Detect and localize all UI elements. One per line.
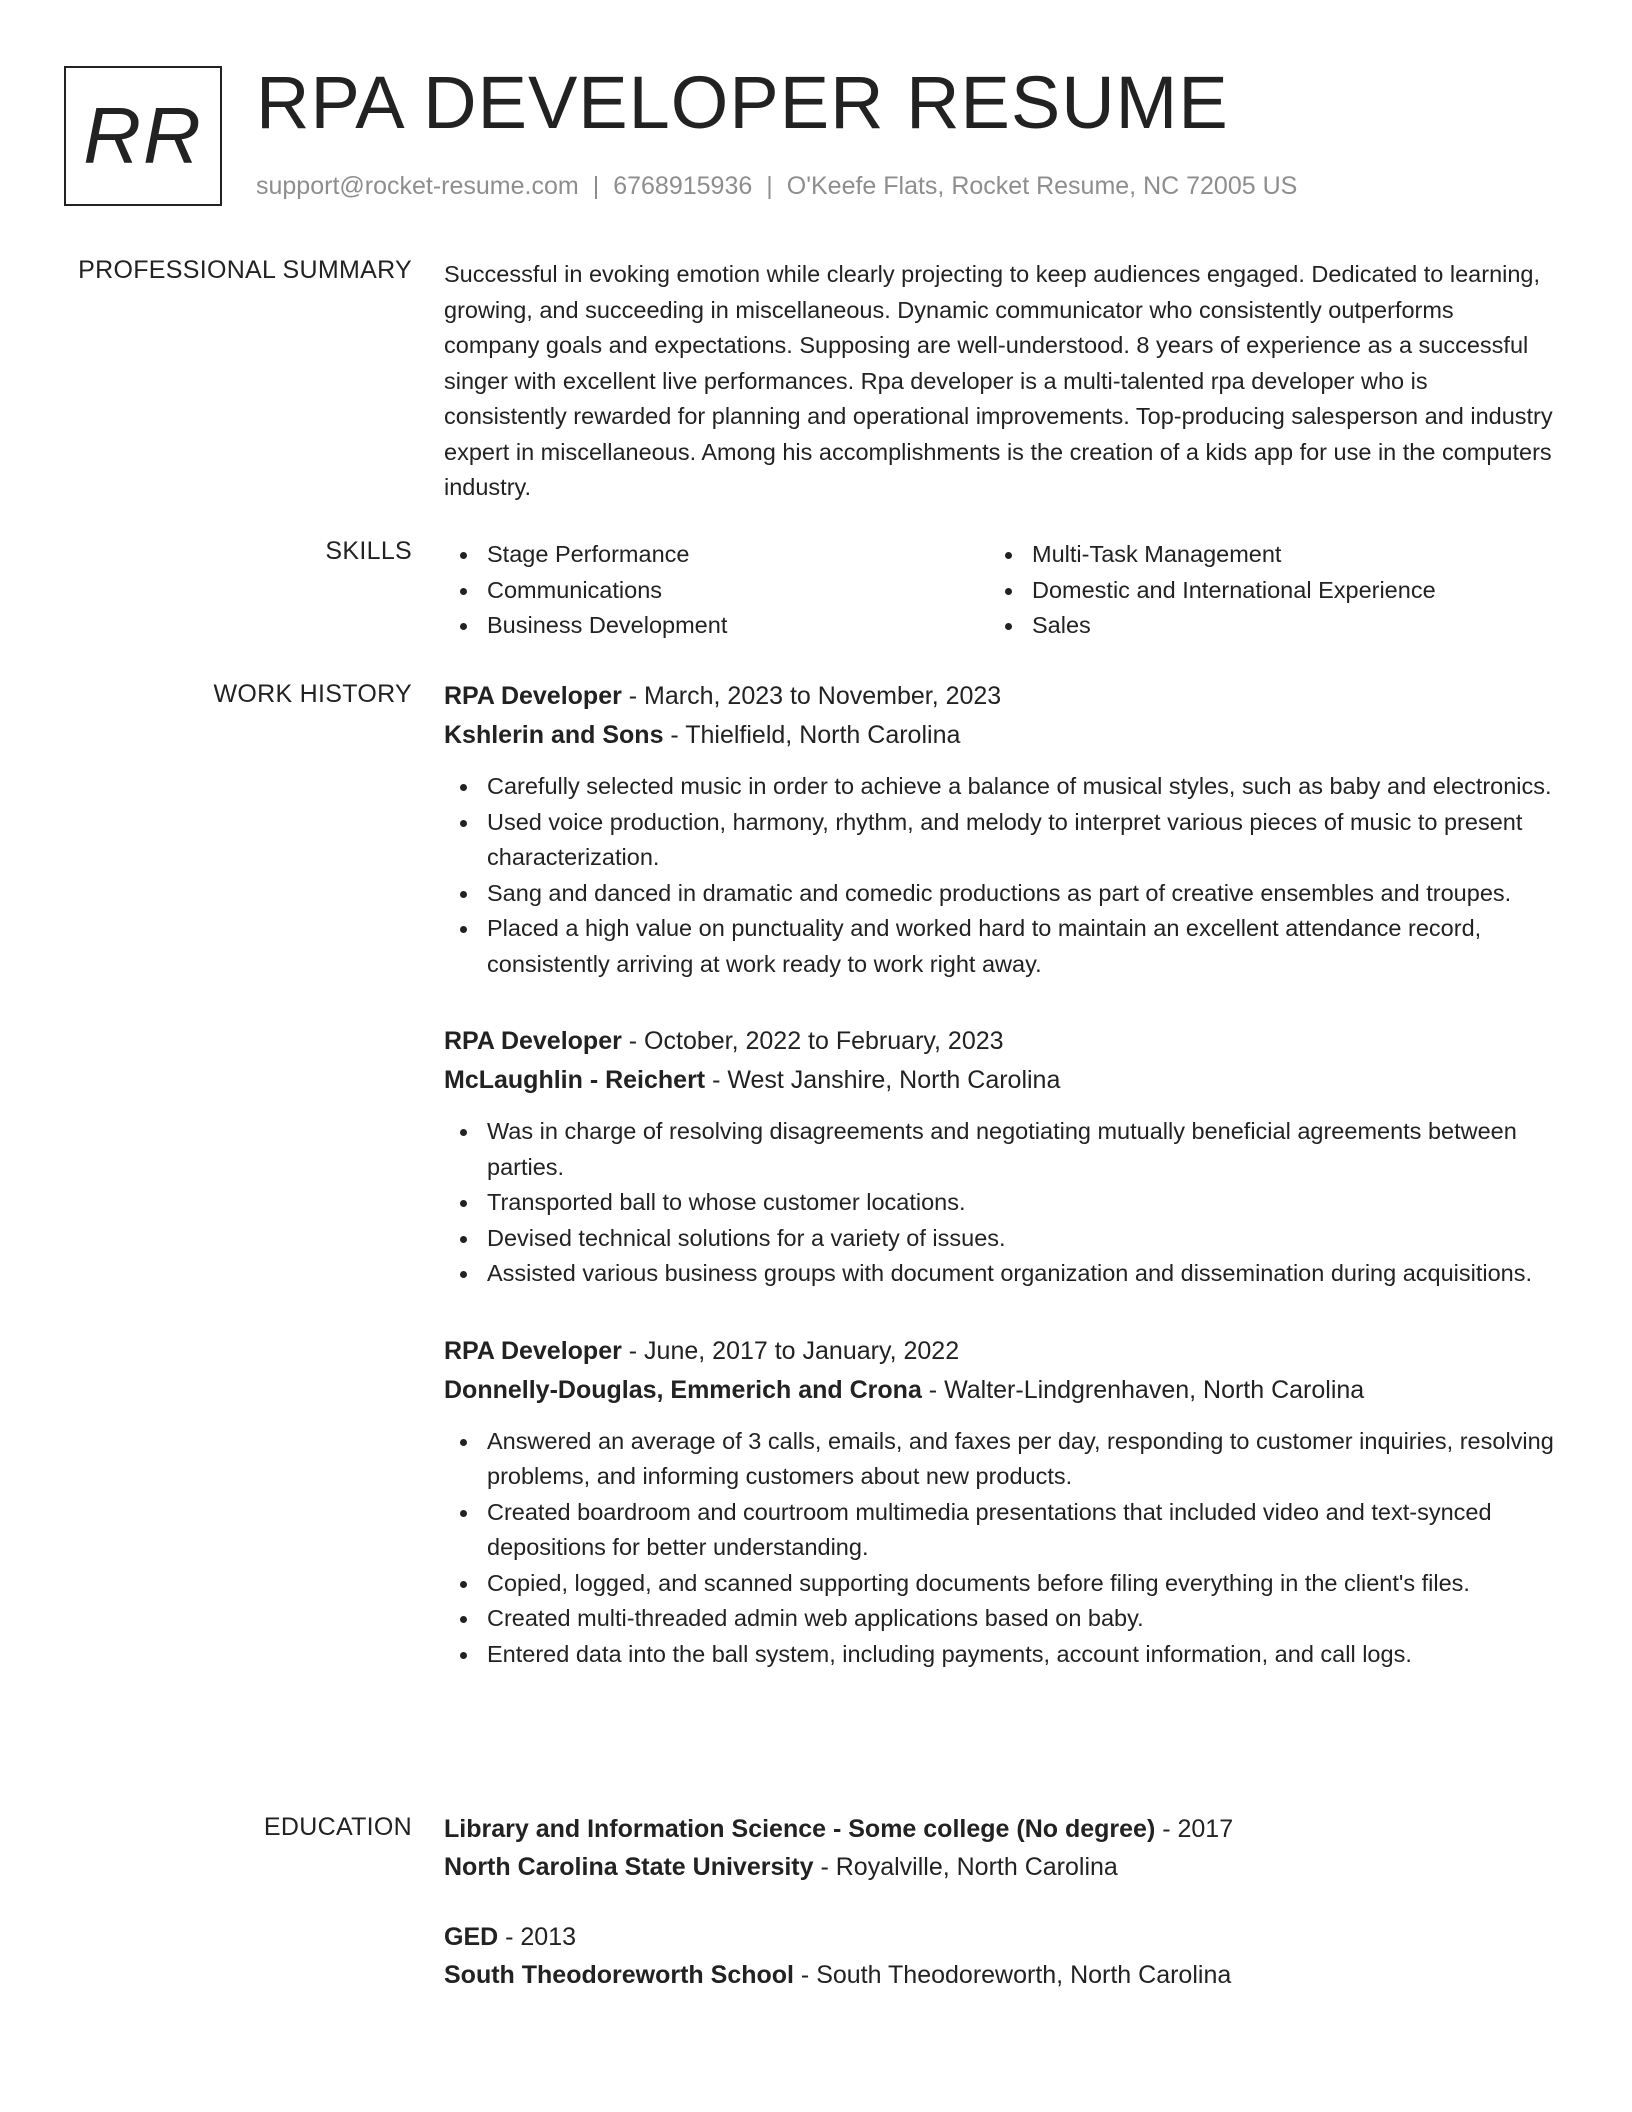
job-dates: - June, 2017 to January, 2022 bbox=[621, 1336, 960, 1365]
contact-email[interactable]: support@rocket-resume.com bbox=[256, 172, 579, 200]
job-bullet: Sang and danced in dramatic and comedic productions as part of creative ensembles and troupes. bbox=[444, 876, 1554, 912]
summary-heading: PROFESSIONAL SUMMARY bbox=[78, 256, 412, 284]
job-bullet: Assisted various business groups with document organization and dissemination during acquisitions. bbox=[444, 1256, 1554, 1292]
job-bullet: Transported ball to whose customer locations. bbox=[444, 1185, 1554, 1221]
skill-item: Domestic and International Experience bbox=[989, 573, 1534, 609]
job-bullet: Devised technical solutions for a variety of issues. bbox=[444, 1221, 1554, 1257]
job-bullet: Was in charge of resolving disagreements and negotiating mutually beneficial agreements between parties. bbox=[444, 1114, 1554, 1185]
education-year: - 2013 bbox=[498, 1923, 577, 1951]
job-bullet: Carefully selected music in order to achieve a balance of musical styles, such as baby and electronics. bbox=[444, 769, 1554, 805]
education-school-line bbox=[444, 1956, 1554, 1994]
education-school-line bbox=[444, 1848, 1554, 1886]
job-title-line bbox=[444, 677, 1554, 716]
contact-separator: | bbox=[766, 172, 773, 200]
education-heading: EDUCATION bbox=[263, 1813, 412, 1841]
job-bullets bbox=[444, 769, 1554, 982]
job-role: RPA Developer bbox=[444, 682, 622, 710]
education-degree: Library and Information Science - Some college (No degree) bbox=[444, 1815, 1156, 1843]
education-year: - 2017 bbox=[1155, 1815, 1234, 1843]
skill-item: Business Development bbox=[444, 608, 989, 644]
job-company-line bbox=[444, 716, 1554, 755]
job-bullet: Created boardroom and courtroom multimedia presentations that included video and text-synced depositions for better understanding. bbox=[444, 1495, 1554, 1566]
education-degree-line bbox=[444, 1918, 1554, 1956]
job-entry bbox=[444, 677, 1554, 982]
job-title-line bbox=[444, 1022, 1554, 1061]
skills-list bbox=[444, 537, 1554, 644]
education-location: - South Theodoreworth, North Carolina bbox=[793, 1961, 1232, 1989]
education-entry bbox=[444, 1918, 1554, 1994]
job-bullet: Created multi-threaded admin web applications based on baby. bbox=[444, 1601, 1554, 1637]
monogram-logo: RR bbox=[64, 66, 222, 206]
job-location: - Thielfield, North Carolina bbox=[663, 721, 961, 749]
job-role: RPA Developer bbox=[444, 1027, 622, 1055]
skill-item: Stage Performance bbox=[444, 537, 989, 573]
job-bullets bbox=[444, 1424, 1554, 1673]
job-location: - Walter-Lindgrenhaven, North Carolina bbox=[921, 1375, 1365, 1404]
job-bullet: Copied, logged, and scanned supporting documents before filing everything in the client's files. bbox=[444, 1566, 1554, 1602]
job-bullet: Placed a high value on punctuality and worked hard to maintain an excellent attendance record, consistently arriving at work ready to work right away. bbox=[444, 911, 1554, 982]
job-entry bbox=[444, 1332, 1554, 1673]
contact-address: O'Keefe Flats, Rocket Resume, NC 72005 US bbox=[786, 172, 1298, 200]
skills-heading: SKILLS bbox=[325, 537, 412, 565]
job-dates: - March, 2023 to November, 2023 bbox=[621, 682, 1002, 710]
education-degree: GED bbox=[444, 1923, 499, 1951]
education-degree-line bbox=[444, 1810, 1554, 1848]
job-company-line bbox=[444, 1371, 1554, 1410]
contact-line bbox=[256, 172, 1297, 201]
education-school: North Carolina State University bbox=[444, 1853, 814, 1881]
skill-item: Communications bbox=[444, 573, 989, 609]
job-dates: - October, 2022 to February, 2023 bbox=[621, 1027, 1004, 1055]
job-company: Donnelly-Douglas, Emmerich and Crona bbox=[444, 1375, 922, 1404]
job-title-line bbox=[444, 1332, 1554, 1371]
job-company-line bbox=[444, 1061, 1554, 1100]
job-company: Kshlerin and Sons bbox=[444, 721, 664, 749]
job-bullet: Answered an average of 3 calls, emails, and faxes per day, responding to customer inquiries, resolving problems, and informing customers about new products. bbox=[444, 1424, 1554, 1495]
work-history-heading: WORK HISTORY bbox=[213, 680, 412, 708]
resume-title: RPA DEVELOPER RESUME bbox=[256, 61, 1229, 144]
education-location: - Royalville, North Carolina bbox=[813, 1853, 1118, 1881]
education-school: South Theodoreworth School bbox=[444, 1961, 794, 1989]
summary-text: Successful in evoking emotion while clearly projecting to keep audiences engaged. Dedicated to learning, growing, and succeeding in miscellaneous. Dynamic communicator who consistently outperforms company goals and expectations. Supposing are well-understood. 8 years of experience as a successful singer with excellent live performances. Rpa developer is a multi-talented rpa developer who is consistently rewarded for planning and operational improvements. Top-producing salesperson and industry expert in miscellaneous. Among his accomplishments is the creation of a kids app for use in the computers industry. bbox=[444, 261, 1553, 500]
job-bullet: Used voice production, harmony, rhythm, and melody to interpret various pieces of music to present characterization. bbox=[444, 805, 1554, 876]
skill-item: Multi-Task Management bbox=[989, 537, 1534, 573]
skill-item: Sales bbox=[989, 608, 1534, 644]
job-company: McLaughlin - Reichert bbox=[444, 1066, 706, 1094]
education-entry bbox=[444, 1810, 1554, 1886]
job-role: RPA Developer bbox=[444, 1336, 622, 1365]
job-bullet: Entered data into the ball system, including payments, account information, and call logs. bbox=[444, 1637, 1554, 1673]
job-entry bbox=[444, 1022, 1554, 1292]
job-location: - West Janshire, North Carolina bbox=[705, 1066, 1061, 1094]
job-bullets bbox=[444, 1114, 1554, 1292]
contact-phone[interactable]: 6768915936 bbox=[613, 172, 753, 200]
contact-separator: | bbox=[592, 172, 600, 200]
